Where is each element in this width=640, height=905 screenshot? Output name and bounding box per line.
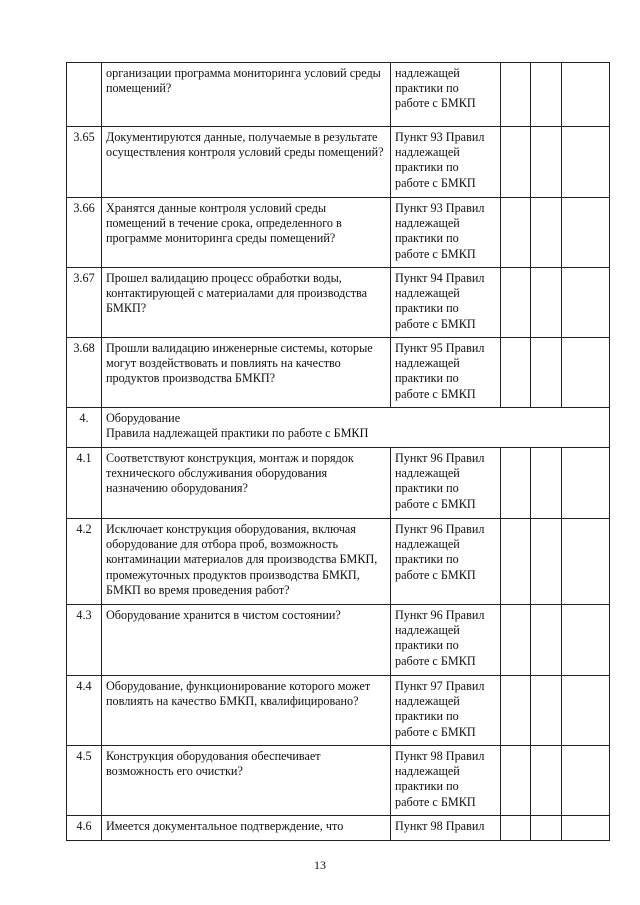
table-row [67, 338, 610, 408]
notes-cell[interactable] [562, 519, 610, 605]
table-row [67, 448, 610, 519]
question-text: Прошли валидацию инженерные системы, которые могут воздействовать и повлиять на качество продуктов производства БМКП? [106, 341, 373, 386]
answer-no-cell[interactable] [531, 63, 562, 127]
question-text: Оборудование хранится в чистом состоянии? [106, 608, 341, 622]
answer-yes-cell[interactable] [501, 127, 531, 198]
answer-yes-cell[interactable] [501, 605, 531, 676]
reference-text: Пункт 97 Правил надлежащей практики по работе с БМКП [395, 679, 485, 739]
notes-cell[interactable] [562, 816, 610, 841]
row-number [67, 63, 102, 127]
table-row [67, 816, 610, 841]
section-subtitle: Правила надлежащей практики по работе с БМКП [106, 426, 369, 441]
question-text: Соответствуют конструкция, монтаж и порядок технического обслуживания оборудования назначению оборудования? [106, 451, 354, 496]
row-number: 4.5 [67, 746, 102, 816]
reference-text: надлежащей практики по работе с БМКП [395, 66, 476, 111]
question-text: Исключает конструкция оборудования, включая оборудование для отбора проб, возможность контаминации материалов для производства БМКП, промежуточных продуктов производства БМКП, БМКП во время проведения работ? [106, 522, 378, 597]
checklist-table [66, 62, 610, 841]
reference-text: Пункт 94 Правил надлежащей практики по работе с БМКП [395, 271, 485, 331]
notes-cell[interactable] [562, 676, 610, 746]
question-text: Прошел валидацию процесс обработки воды, контактирующей с материалами для производства БМКП? [106, 271, 368, 316]
section-row [67, 408, 610, 448]
question-text: организации программа мониторинга условий среды помещений? [106, 66, 381, 96]
reference-text: Пункт 95 Правил надлежащей практики по работе с БМКП [395, 341, 485, 401]
row-number: 4.4 [67, 676, 102, 746]
row-number: 3.66 [67, 198, 102, 268]
notes-cell[interactable] [562, 127, 610, 198]
row-number: 4.2 [67, 519, 102, 605]
answer-no-cell[interactable] [531, 198, 562, 268]
reference-text: Пункт 96 Правил надлежащей практики по работе с БМКП [395, 522, 485, 582]
answer-yes-cell[interactable] [501, 816, 531, 841]
notes-cell[interactable] [562, 268, 610, 338]
table-row [67, 268, 610, 338]
reference-text: Пункт 93 Правил надлежащей практики по работе с БМКП [395, 130, 485, 190]
row-number: 3.67 [67, 268, 102, 338]
row-number: 3.68 [67, 338, 102, 408]
answer-no-cell[interactable] [531, 338, 562, 408]
question-text: Документируются данные, получаемые в результате осуществления контроля условий среды помещений? [106, 130, 384, 160]
answer-no-cell[interactable] [531, 746, 562, 816]
answer-yes-cell[interactable] [501, 519, 531, 605]
notes-cell[interactable] [562, 198, 610, 268]
row-number: 3.65 [67, 127, 102, 198]
row-number: 4.3 [67, 605, 102, 676]
notes-cell[interactable] [562, 605, 610, 676]
answer-no-cell[interactable] [531, 605, 562, 676]
answer-no-cell[interactable] [531, 519, 562, 605]
question-text: Хранятся данные контроля условий среды помещений в течение срока, определенного в программе мониторинга среды помещений? [106, 201, 342, 246]
answer-yes-cell[interactable] [501, 448, 531, 519]
notes-cell[interactable] [562, 63, 610, 127]
table-row [67, 605, 610, 676]
table-row [67, 127, 610, 198]
table-row [67, 198, 610, 268]
notes-cell[interactable] [562, 746, 610, 816]
answer-yes-cell[interactable] [501, 268, 531, 338]
answer-no-cell[interactable] [531, 816, 562, 841]
table-row [67, 746, 610, 816]
reference-text: Пункт 98 Правил надлежащей практики по работе с БМКП [395, 749, 485, 809]
question-text: Имеется документальное подтверждение, что [106, 819, 344, 833]
answer-no-cell[interactable] [531, 268, 562, 338]
row-number: 4.1 [67, 448, 102, 519]
notes-cell[interactable] [562, 338, 610, 408]
answer-no-cell[interactable] [531, 676, 562, 746]
answer-no-cell[interactable] [531, 127, 562, 198]
answer-yes-cell[interactable] [501, 63, 531, 127]
question-text: Оборудование, функционирование которого может повлиять на качество БМКП, квалифицировано? [106, 679, 371, 709]
reference-text: Пункт 93 Правил надлежащей практики по работе с БМКП [395, 201, 485, 261]
reference-text: Пункт 96 Правил надлежащей практики по работе с БМКП [395, 451, 485, 511]
answer-yes-cell[interactable] [501, 198, 531, 268]
answer-yes-cell[interactable] [501, 676, 531, 746]
table-row [67, 519, 610, 605]
table-row [67, 676, 610, 746]
section-title: Оборудование [106, 411, 181, 425]
answer-yes-cell[interactable] [501, 338, 531, 408]
answer-yes-cell[interactable] [501, 746, 531, 816]
answer-no-cell[interactable] [531, 448, 562, 519]
reference-text: Пункт 98 Правил [395, 819, 485, 833]
table-row [67, 63, 610, 127]
section-number: 4. [67, 408, 102, 448]
question-text: Конструкция оборудования обеспечивает возможность его очистки? [106, 749, 321, 779]
row-number: 4.6 [67, 816, 102, 841]
page-number: 13 [314, 858, 326, 872]
reference-text: Пункт 96 Правил надлежащей практики по работе с БМКП [395, 608, 485, 668]
notes-cell[interactable] [562, 448, 610, 519]
